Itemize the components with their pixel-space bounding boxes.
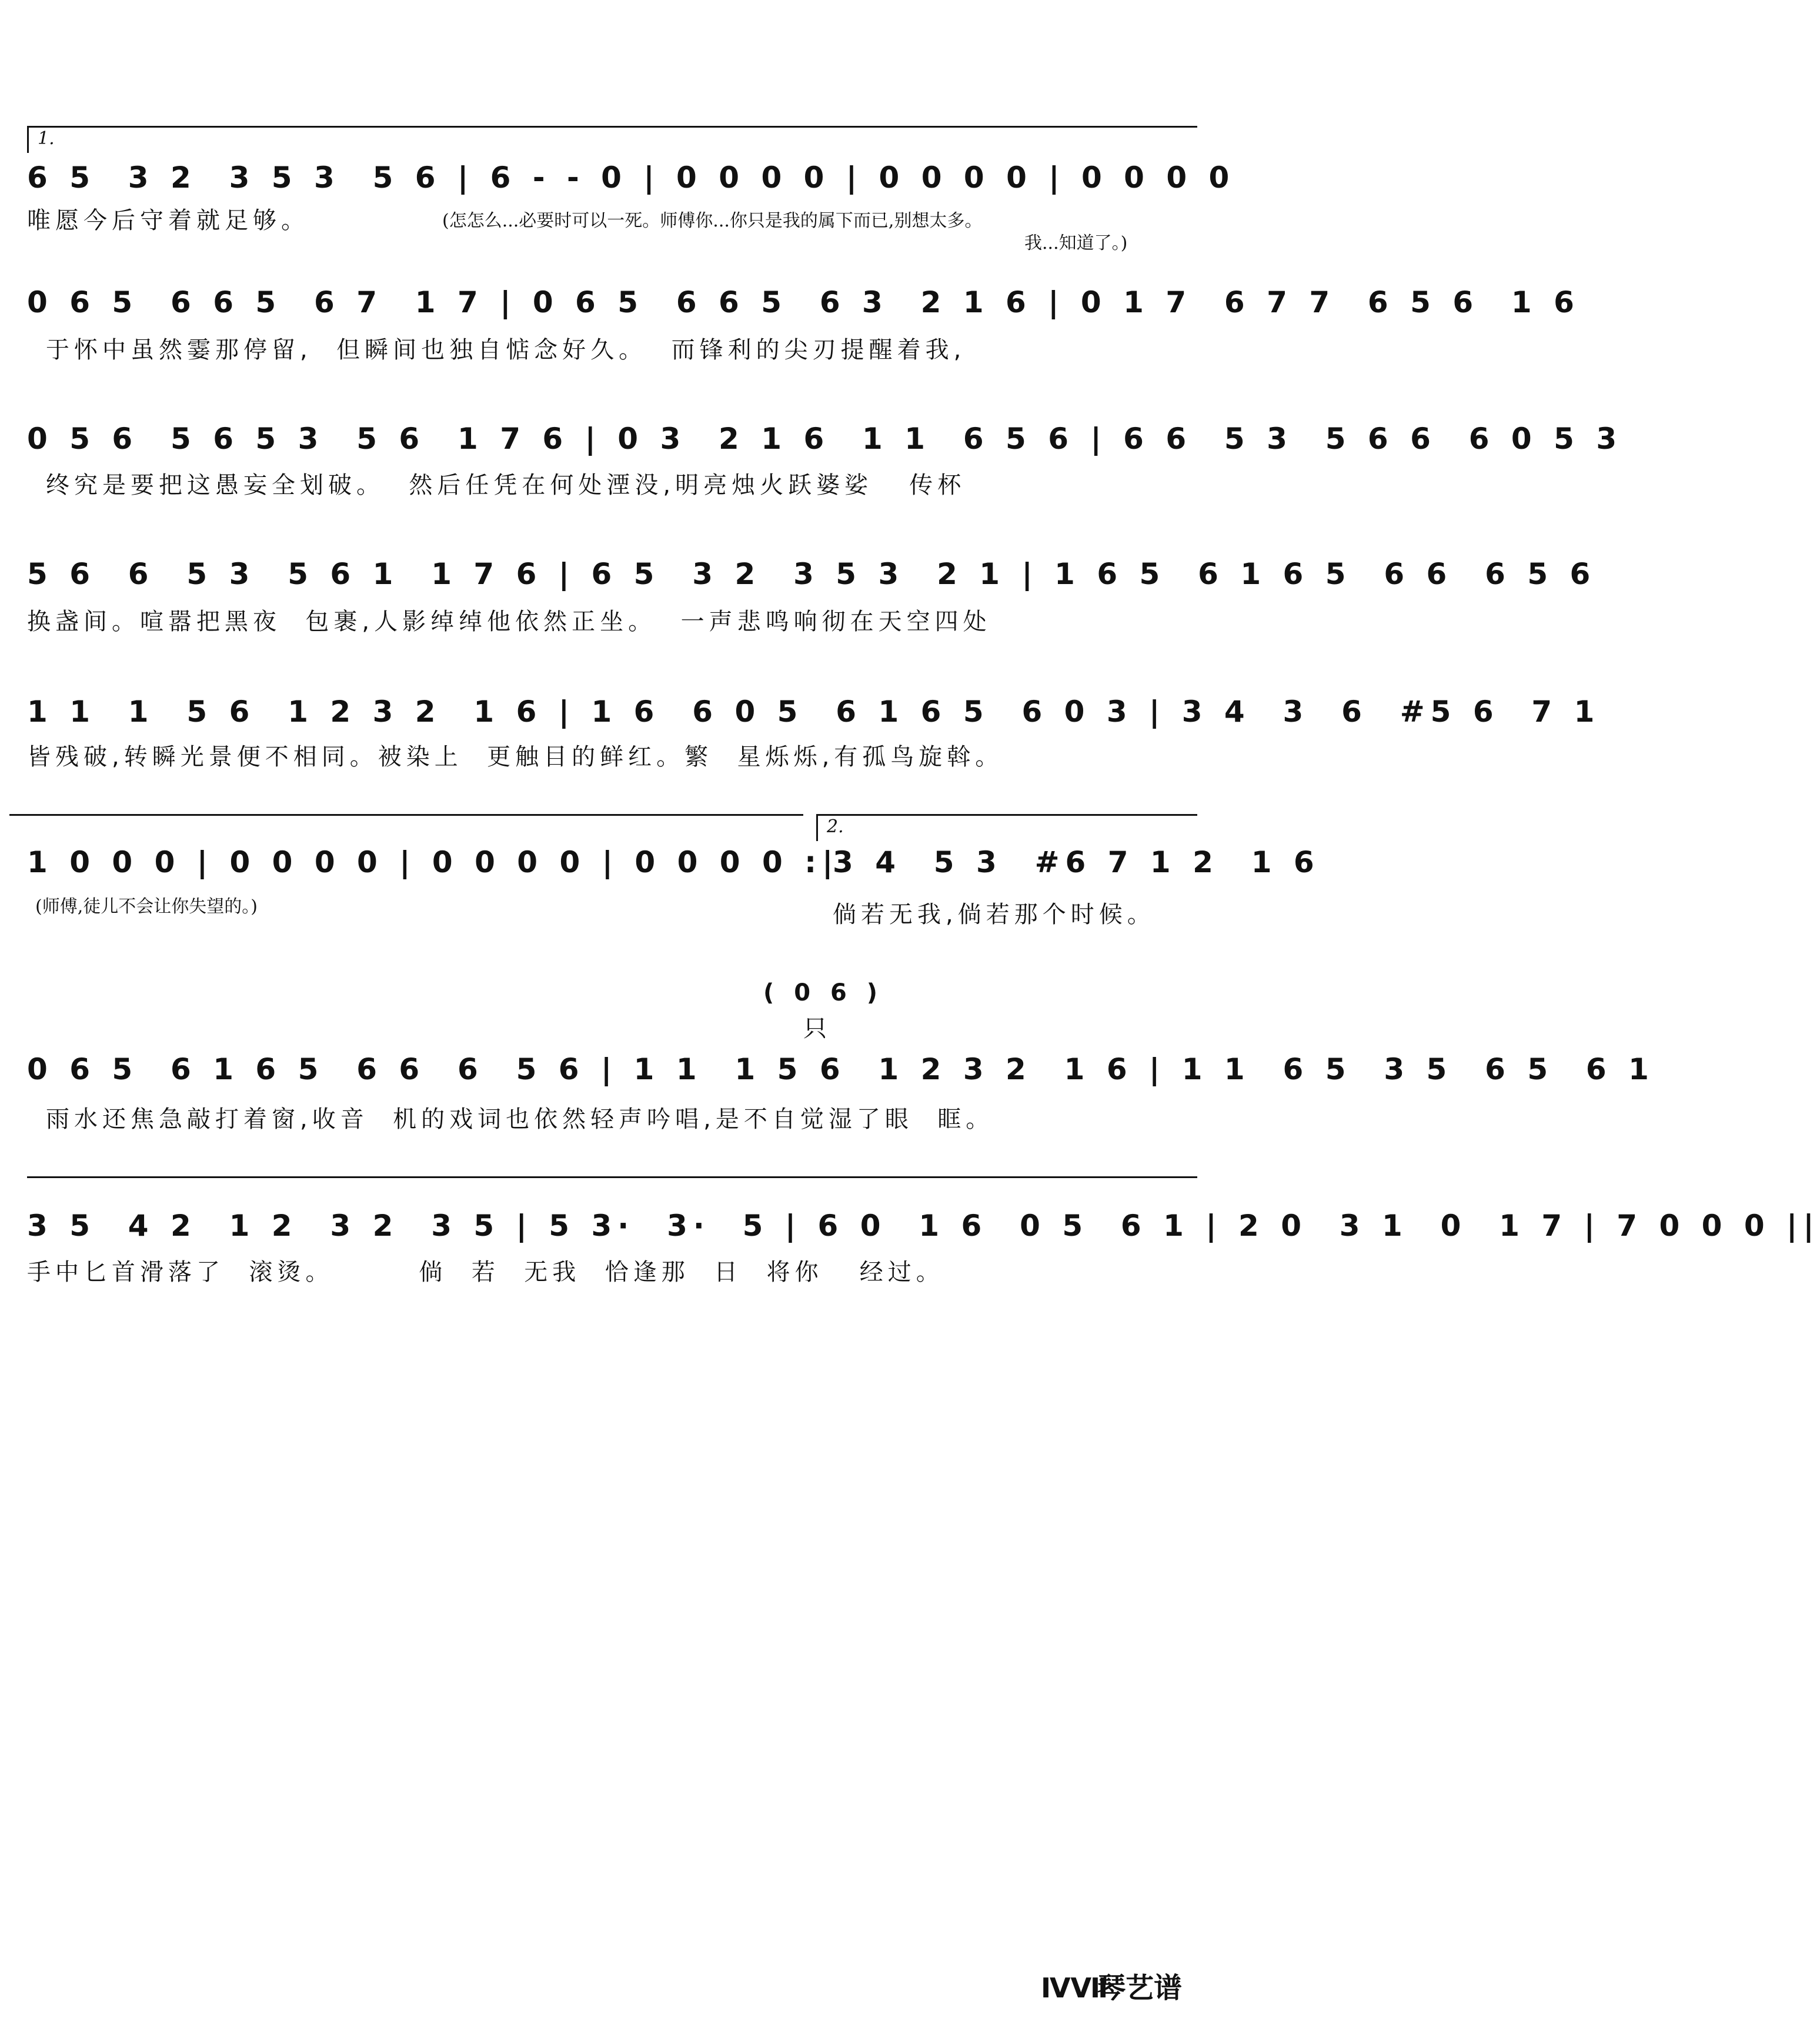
svg-text:琴艺谱: 琴艺谱	[1097, 1972, 1183, 2004]
lyrics-system-7: 雨水还焦急敲打着窗,收音 机的戏词也依然轻声吟唱,是不自觉湿了眼 眶。	[46, 1106, 994, 1133]
notes-system-6: 1 0 0 0 | 0 0 0 0 | 0 0 0 0 | 0 0 0 0 :|	[27, 845, 839, 879]
phrase-line	[27, 1176, 1197, 1178]
spoken-line-3: (师傅,徒儿不会让你失望的。)	[35, 896, 258, 917]
volta-bracket-2-hook	[816, 814, 818, 841]
volta-bracket-2	[816, 814, 1197, 816]
lyrics-system-4: 换盏间。喧嚣把黑夜 包裹,人影绰绰他依然正坐。 一声悲鸣响彻在天空四处	[27, 608, 991, 635]
ossia-lyric: 只	[803, 1015, 831, 1042]
notes-system-4: 5 6 6 5 3 5 6 1 1 7 6 | 6 5 3 2 3 5 3 2 1 | 1 6 5 6 1 6 5 6 6 6 5 6	[27, 557, 1597, 591]
ossia-notes: ( 0 6 )	[763, 979, 884, 1006]
lyrics-system-8: 手中匕首滑落了 滚烫。 倘 若 无我 恰逢那 日 将你 经过。	[27, 1259, 944, 1286]
lyrics-system-3: 终究是要把这愚妄全划破。 然后任凭在何处湮没,明亮烛火跃婆娑 传杯	[46, 472, 966, 499]
lyrics-system-2: 于怀中虽然霎那停留, 但瞬间也独自惦念好久。 而锋利的尖刃提醒着我,	[46, 336, 966, 363]
notes-system-8: 3 5 4 2 1 2 3 2 3 5 | 5 3· 3· 5 | 6 0 1 6 0 5 6 1 | 2 0 3 1 0 1 7 | 7 0 0 0 ||	[27, 1209, 1820, 1243]
lyrics-system-1: 唯愿今后守着就足够。	[27, 207, 309, 234]
spoken-line-1: (怎怎么...必要时可以一死。师傅你...你只是我的属下而已,别想太多。	[442, 211, 983, 231]
svg-text:ⅣⅦ: ⅣⅦ	[1041, 1972, 1108, 2004]
qinyipu-logo	[1041, 1966, 1205, 2007]
notes-system-6-ending-2: 3 4 5 3 #6 7 1 2 1 6	[833, 845, 1320, 879]
volta-number-1: 1.	[38, 128, 55, 149]
volta-bracket-repeat	[9, 814, 803, 816]
volta-bracket-1-hook	[27, 126, 29, 153]
volta-number-2: 2.	[827, 816, 844, 837]
lyrics-system-5: 皆残破,转瞬光景便不相同。被染上 更触目的鲜红。繁 星烁烁,有孤鸟旋斡。	[27, 743, 1004, 770]
notes-system-3: 0 5 6 5 6 5 3 5 6 1 7 6 | 0 3 2 1 6 1 1 6 5 6 | 6 6 5 3 5 6 6 6 0 5 3	[27, 422, 1623, 456]
notes-system-5: 1 1 1 5 6 1 2 3 2 1 6 | 1 6 6 0 5 6 1 6 5 6 0 3 | 3 4 3 6 #5 6 7 1	[27, 695, 1601, 729]
spoken-line-2: 我...知道了。)	[1024, 233, 1128, 254]
notes-system-2: 0 6 5 6 6 5 6 7 1 7 | 0 6 5 6 6 5 6 3 2 1 6 | 0 1 7 6 7 7 6 5 6 1 6	[27, 285, 1580, 319]
notes-system-7: 0 6 5 6 1 6 5 6 6 6 5 6 | 1 1 1 5 6 1 2 3 2 1 6 | 1 1 6 5 3 5 6 5 6 1	[27, 1052, 1655, 1086]
lyrics-system-6-ending-2: 倘若无我,倘若那个时候。	[833, 901, 1156, 928]
notes-system-1: 6 5 3 2 3 5 3 5 6 | 6 - - 0 | 0 0 0 0 | 0 0 0 0 | 0 0 0 0	[27, 161, 1235, 195]
volta-bracket-1	[27, 126, 1197, 128]
